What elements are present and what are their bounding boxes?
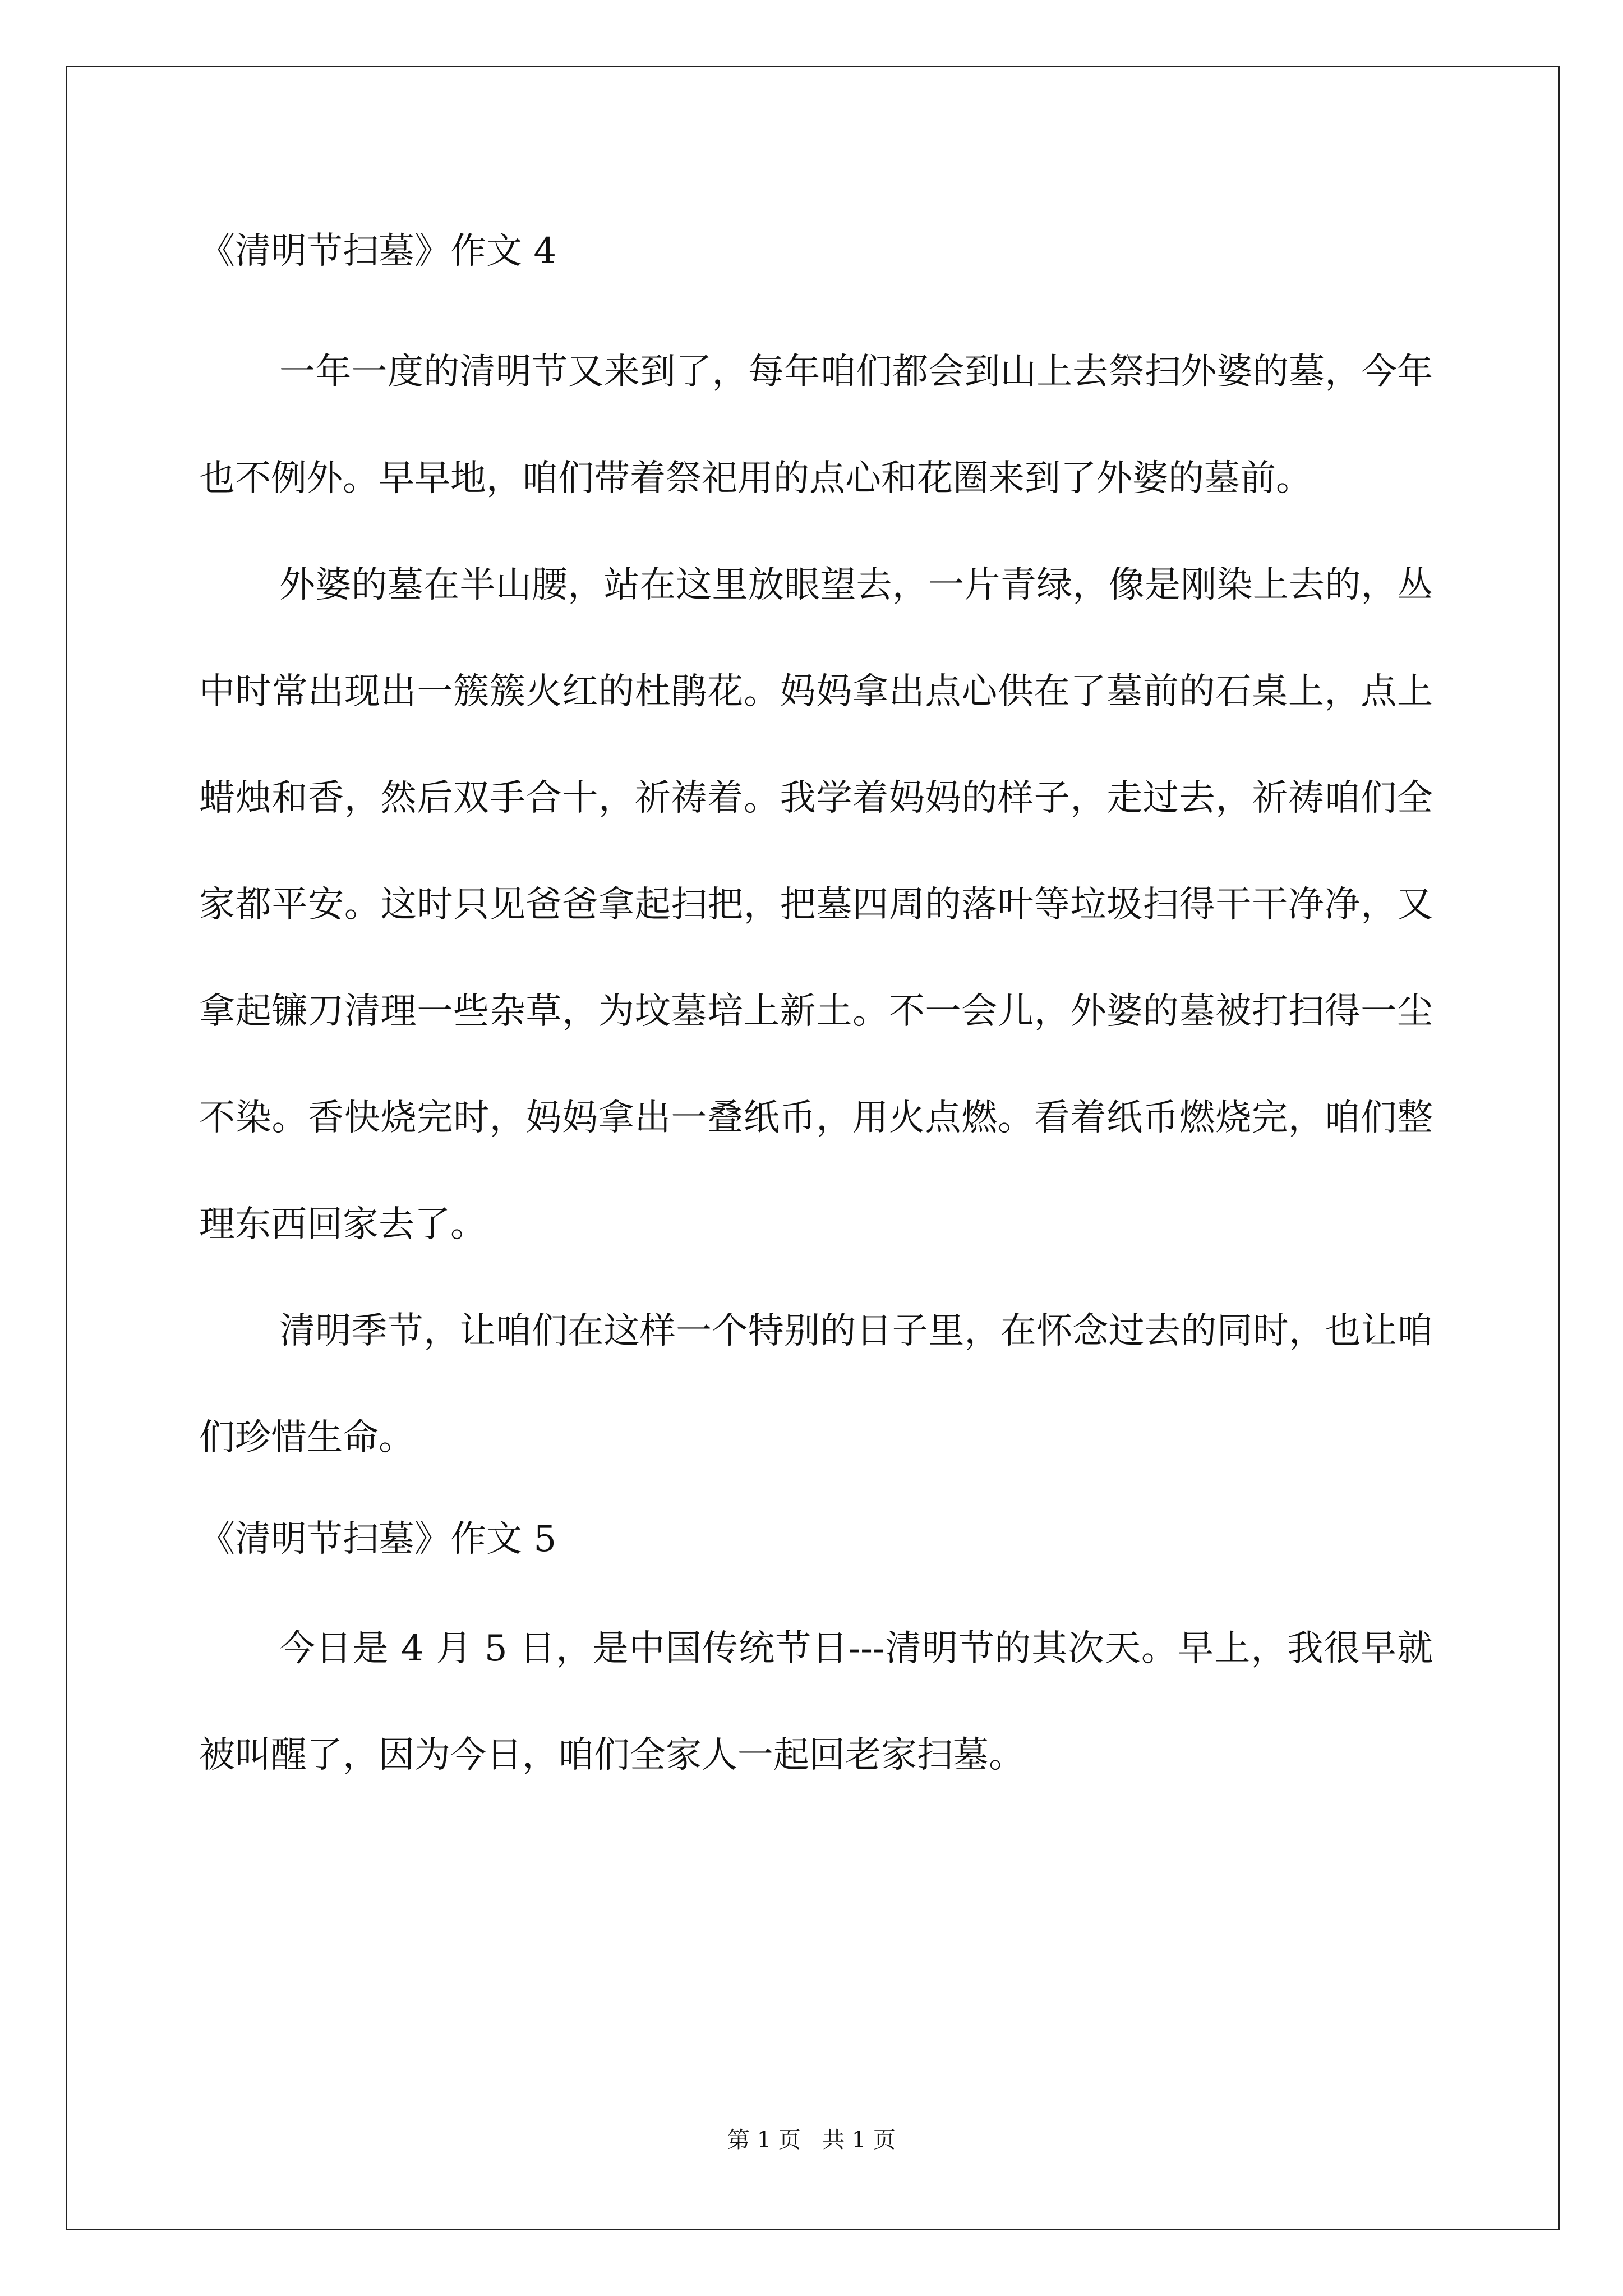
page-total: 共 1 页 — [822, 2127, 896, 2153]
section-heading: 《清明节扫墓》作文 4 — [199, 231, 557, 272]
document-body — [199, 224, 1433, 1809]
paragraph: 清明季节，让咱们在这样一个特别的日子里，在怀念过去的同时，也让咱们珍惜生命。 — [199, 1310, 1433, 1458]
paragraph: 外婆的墓在半山腰，站在这里放眼望去，一片青绿，像是刚染上去的，丛中时常出现出一簇簇火红的杜鹃花。妈妈拿出点心供在了墓前的石桌上，点上蜡烛和香，然后双手合十，祈祷着。我学着妈妈的样子，走过去，祈祷咱们全家都平安。这时只见爸爸拿起扫把，把墓四周的落叶等垃圾扫得干干净净，又拿起镰刀清理一些杂草，为坟墓培上新土。不一会儿，外婆的墓被打扫得一尘不染。香快烧完时，妈妈拿出一叠纸币，用火点燃。看着纸币燃烧完，咱们整理东西回家去了。 — [199, 564, 1433, 1245]
paragraph: 一年一度的清明节又来到了，每年咱们都会到山上去祭扫外婆的墓，今年也不例外。早早地，咱们带着祭祀用的点心和花圈来到了外婆的墓前。 — [199, 351, 1433, 499]
page-footer — [0, 2126, 1623, 2154]
paragraph: 今日是 4 月 5 日，是中国传统节日---清明节的其次天。早上，我很早就被叫醒了，因为今日，咱们全家人一起回老家扫墓。 — [199, 1628, 1433, 1776]
page-number: 第 1 页 — [727, 2127, 801, 2153]
section-heading: 《清明节扫墓》作文 5 — [199, 1519, 557, 1560]
